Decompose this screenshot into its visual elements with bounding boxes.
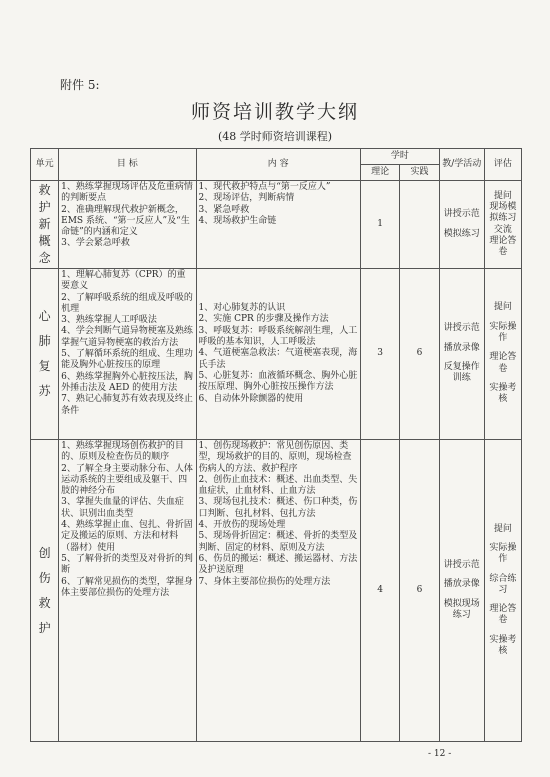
cell-line: 3、现场包扎技术：概述、伤口种类，伤口判断、包扎材料、包扎方法 bbox=[198, 497, 358, 519]
cell-line: 5、了解骨折的类型及对骨折的判断 bbox=[61, 553, 193, 576]
cell-line: 讲授示范 bbox=[443, 209, 480, 220]
cell-line: 2、创伤止血技术：概述、出血类型、失血症状，止血材料、止血方法 bbox=[198, 474, 358, 497]
cell-line: 肺 bbox=[38, 334, 51, 348]
header-hours: 学时 bbox=[360, 149, 439, 165]
table-row bbox=[31, 181, 522, 269]
evaluation-cell bbox=[484, 181, 521, 269]
content-cell bbox=[196, 440, 360, 742]
header-activity: 教/学活动 bbox=[439, 149, 484, 181]
cell-line: 1、熟练掌握现场创伤救护的目的、原则及检查伤员的顺序 bbox=[61, 441, 184, 463]
cell-line: 复 bbox=[38, 359, 51, 373]
document-subtitle: (48 学时师资培训课程) bbox=[217, 130, 333, 143]
cell-line: 提问 bbox=[493, 302, 512, 313]
header-theory: 理论 bbox=[360, 165, 399, 181]
content-cell bbox=[196, 269, 360, 440]
header-goal: 目 标 bbox=[59, 149, 196, 181]
cell-line: 播放录像 bbox=[443, 579, 480, 590]
cell-line: 6、伤员的搬运：概述、搬运器材、方法及护送原理 bbox=[198, 553, 358, 576]
practice-hours-cell: 6 bbox=[400, 269, 439, 440]
cell-line: 苏 bbox=[38, 384, 51, 398]
cell-line: 3、熟练掌握人工呼吸法 bbox=[61, 315, 157, 326]
cell-line: 概 bbox=[38, 234, 51, 248]
cell-line: 念 bbox=[38, 251, 51, 265]
syllabus-table bbox=[30, 148, 522, 742]
theory-hours-cell: 3 bbox=[360, 269, 399, 440]
cell-line: 3、学会紧急呼救 bbox=[61, 238, 130, 249]
cell-line: 4、开放伤的现场处理 bbox=[198, 520, 286, 531]
cell-line: 讲授示范 bbox=[443, 559, 480, 570]
activity-cell bbox=[439, 440, 484, 742]
cell-line: 2、准确理解现代救护新概念，EMS 系统、“第一反应人”及“生命链”的内涵和定义 bbox=[61, 204, 190, 238]
cell-line: 模拟练习 bbox=[443, 228, 480, 239]
cell-line: 理论答卷 bbox=[489, 352, 517, 374]
attachment-label: 附件 5: bbox=[60, 78, 100, 92]
theory-hours-cell: 4 bbox=[360, 440, 399, 742]
cell-line: 2、实施 CPR 的步骤及操作方法 bbox=[198, 314, 329, 325]
cell-line: 1、现代救护特点与“第一反应人” bbox=[198, 182, 331, 192]
practice-hours-cell: 6 bbox=[400, 440, 439, 742]
activity-cell bbox=[439, 269, 484, 440]
cell-line: 1、熟练掌握现场评估及危重病情的判断要点 bbox=[61, 182, 193, 204]
cell-line: 提问 bbox=[493, 523, 512, 534]
cell-line: 综合练习 bbox=[489, 573, 517, 595]
cell-line: 4、气道梗塞急救法：气道梗塞表现，海氏手法 bbox=[198, 348, 358, 370]
theory-hours-cell: 1 bbox=[360, 181, 399, 269]
goal-cell bbox=[59, 269, 196, 440]
cell-line: 实际操作 bbox=[489, 321, 517, 344]
cell-line: 5、了解循环系统的组成、生理功能及胸外心脏按压的原理 bbox=[61, 349, 193, 371]
evaluation-cell bbox=[484, 269, 521, 440]
goal-cell bbox=[59, 440, 196, 742]
cell-line: 讲授示范 bbox=[443, 323, 480, 334]
cell-line: 5、现场骨折固定：概述、骨折的类型及判断、固定的材料、原则及方法 bbox=[198, 531, 358, 553]
table-row bbox=[31, 269, 522, 440]
goal-cell bbox=[59, 181, 196, 269]
cell-line: 6、了解常见损伤的类型，掌握身体主要部位损伤的处理方法 bbox=[61, 576, 193, 598]
document-title: 师资培训教学大纲 bbox=[190, 101, 359, 123]
cell-line: 实操考核 bbox=[489, 382, 517, 405]
activity-cell bbox=[439, 181, 484, 269]
cell-line: 1、创伤现场救护：常见创伤原因、类型，现场救护的目的、原则，现场检查伤病人的方法、救护程序 bbox=[198, 441, 352, 474]
cell-line: 播放录像 bbox=[443, 342, 480, 353]
unit-cell bbox=[31, 181, 59, 269]
header-practice: 实践 bbox=[400, 165, 439, 181]
cell-line: 6、自动体外除颤器的使用 bbox=[198, 393, 304, 404]
cell-line: 实际操作 bbox=[489, 542, 517, 565]
cell-line: 2、了解呼吸系统的组成及呼吸的机理 bbox=[61, 292, 193, 314]
unit-cell bbox=[31, 269, 59, 440]
cell-line: 4、现场救护生命链 bbox=[198, 215, 277, 226]
cell-line: 1、理解心肺复苏（CPR）的重要意义 bbox=[61, 270, 186, 292]
cell-line: 3、紧急呼救 bbox=[198, 204, 250, 215]
cell-line: 护 bbox=[38, 200, 51, 214]
cell-line: 5、心脏复苏：血液循环概念、胸外心脏按压原理、胸外心脏按压操作方法 bbox=[198, 370, 358, 393]
cell-line: 7、身体主要部位损伤的处理方法 bbox=[198, 576, 331, 587]
cell-line: 实操考核 bbox=[489, 634, 517, 657]
page-number: - 12 - bbox=[428, 749, 452, 759]
cell-line: 理论答卷 bbox=[489, 235, 517, 258]
cell-line: 创 bbox=[38, 545, 51, 560]
cell-line: 新 bbox=[38, 217, 51, 231]
content-cell bbox=[196, 181, 360, 269]
header-evaluation: 评估 bbox=[484, 149, 521, 181]
cell-line: 7、熟记心肺复苏有效表现及终止条件 bbox=[61, 394, 193, 416]
cell-line: 3、掌握失血量的评估、失血症状、识别出血类型 bbox=[61, 497, 184, 519]
cell-line: 4、学会判断气道异物梗塞及熟练掌握气道异物梗塞的救治方法 bbox=[61, 326, 193, 348]
header-content: 内 容 bbox=[196, 149, 360, 181]
cell-line: 救 bbox=[38, 183, 51, 197]
table-row bbox=[31, 440, 522, 742]
cell-line: 护 bbox=[38, 620, 51, 635]
cell-line: 现场模拟练习交流 bbox=[489, 201, 517, 235]
unit-cell bbox=[31, 440, 59, 742]
cell-line: 2、了解全身主要动脉分布、人体运动系统的主要组成及躯干、四肢的神经分布 bbox=[61, 463, 193, 497]
evaluation-cell bbox=[484, 440, 521, 742]
cell-line: 心 bbox=[38, 309, 51, 323]
cell-line: 救 bbox=[38, 595, 51, 610]
cell-line: 理论答卷 bbox=[489, 604, 517, 626]
cell-line: 2、现场评估，判断病情 bbox=[198, 193, 295, 204]
cell-line: 提问 bbox=[493, 190, 512, 201]
cell-line: 6、熟练掌握胸外心脏按压法，胸外捶击法及 AED 的使用方法 bbox=[61, 371, 193, 393]
cell-line: 伤 bbox=[38, 570, 51, 585]
practice-hours-cell bbox=[400, 181, 439, 269]
header-unit: 单元 bbox=[31, 149, 59, 181]
cell-line: 反复操作训练 bbox=[443, 362, 480, 384]
cell-line: 3、呼吸复苏：呼吸系统解剖生理，人工呼吸的基本知识，人工呼吸法 bbox=[198, 325, 358, 348]
cell-line: 模拟现场练习 bbox=[443, 598, 480, 620]
cell-line: 4、熟练掌握止血、包扎、骨折固定及搬运的原则、方法和材料（器材）使用 bbox=[61, 520, 193, 553]
cell-line: 1、对心肺复苏的认识 bbox=[198, 303, 286, 314]
